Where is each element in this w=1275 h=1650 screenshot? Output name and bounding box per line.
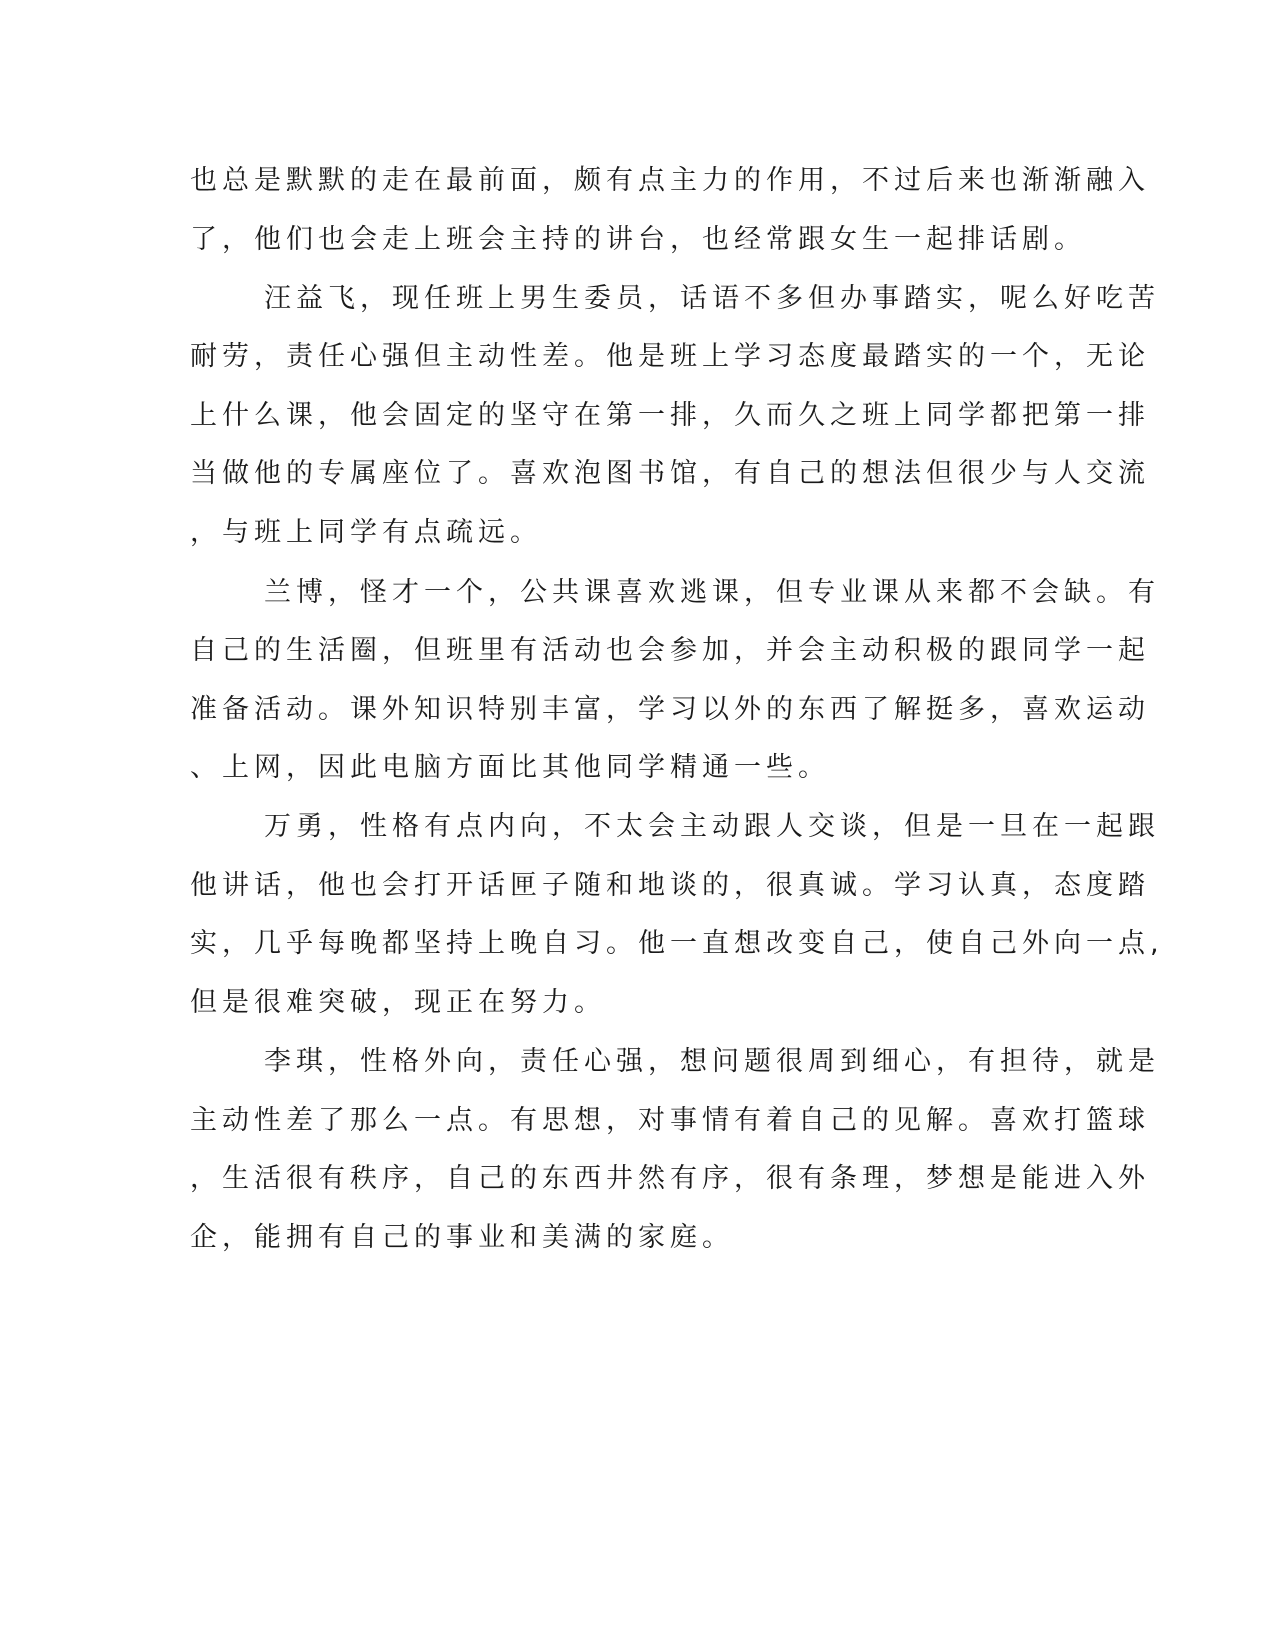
text-line: 耐劳，责任心强但主动性差。他是班上学习态度最踏实的一个，无论 — [190, 341, 1150, 372]
text-line: 实，几乎每晚都坚持上晚自习。他一直想改变自己，使自己外向一点, — [190, 928, 1164, 959]
text-line: 上什么课，他会固定的坚守在第一排，久而久之班上同学都把第一排 — [190, 400, 1150, 431]
paragraph-first-line: 汪益飞，现任班上男生委员，话语不多但办事踏实，呢么好吃苦 — [264, 283, 1160, 314]
text-line: 当做他的专属座位了。喜欢泡图书馆，有自己的想法但很少与人交流 — [190, 458, 1150, 489]
text-line: 主动性差了那么一点。有思想，对事情有着自己的见解。喜欢打篮球 — [190, 1105, 1150, 1136]
text-line: 准备活动。课外知识特别丰富，学习以外的东西了解挺多，喜欢运动 — [190, 694, 1150, 725]
text-line: ，生活很有秩序，自己的东西井然有序，很有条理，梦想是能进入外 — [190, 1163, 1150, 1194]
text-line: 也总是默默的走在最前面，颇有点主力的作用，不过后来也渐渐融入 — [190, 165, 1150, 196]
text-line: 了，他们也会走上班会主持的讲台，也经常跟女生一起排话剧。 — [190, 224, 1086, 255]
text-line: 但是很难突破，现正在努力。 — [190, 987, 606, 1018]
paragraph-first-line: 万勇，性格有点内向，不太会主动跟人交谈，但是一旦在一起跟 — [264, 811, 1160, 842]
text-line: 自己的生活圈，但班里有活动也会参加，并会主动积极的跟同学一起 — [190, 635, 1150, 666]
paragraph-first-line: 兰博，怪才一个，公共课喜欢逃课，但专业课从来都不会缺。有 — [264, 577, 1160, 608]
text-line: ，与班上同学有点疏远。 — [190, 517, 542, 548]
text-line: 企，能拥有自己的事业和美满的家庭。 — [190, 1222, 734, 1253]
paragraph-first-line: 李琪，性格外向，责任心强，想问题很周到细心，有担待，就是 — [264, 1046, 1160, 1077]
text-line: 他讲话，他也会打开话匣子随和地谈的，很真诚。学习认真，态度踏 — [190, 870, 1150, 901]
text-line: 、上网，因此电脑方面比其他同学精通一些。 — [190, 752, 830, 783]
